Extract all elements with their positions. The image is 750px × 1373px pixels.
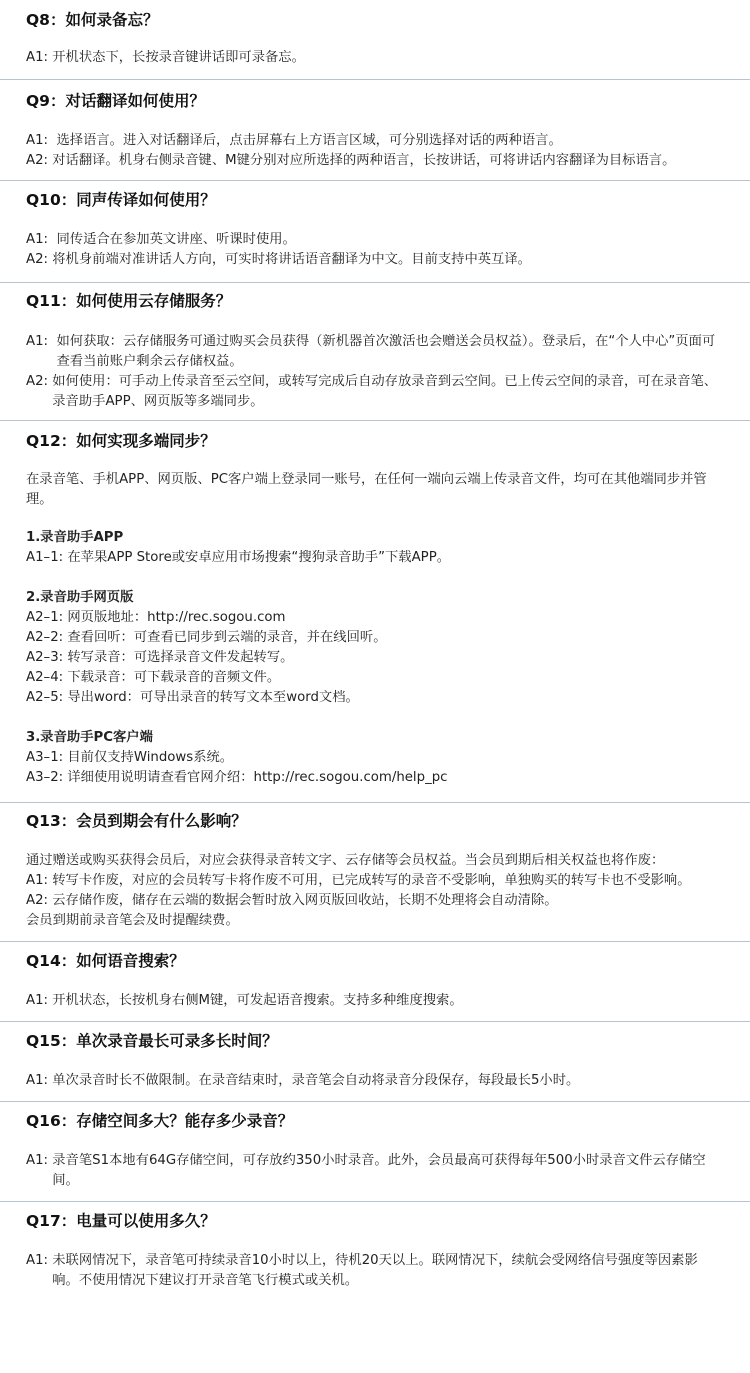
answer-text: 未联网情况下，录音笔可持续录音10小时以上，待机20天以上。联网情况下，续航会受网络信号强度等因素影响。不使用情况下建议打开录音笔飞行模式或关机。 — [52, 1253, 698, 1288]
answer-tag: A2: — [26, 252, 53, 267]
question-title: Q13：会员到期会有什么影响？ — [26, 812, 247, 830]
answer-line: A2: 云存储作废，储存在云端的数据会暂时放入网页版回收站，长期不处理将会自动清除。 — [26, 893, 558, 908]
answer-item — [26, 230, 724, 250]
faq-section-q9 — [26, 81, 724, 171]
group-heading: 1.录音助手APP — [26, 530, 124, 545]
answer-text: 单次录音时长不做限制。在录音结束时，录音笔会自动将录音分段保存，每段最长5小时。 — [52, 1073, 580, 1088]
answer-body — [26, 1251, 724, 1291]
answer-item — [26, 332, 724, 372]
answer-tag: A1: — [26, 1253, 53, 1268]
faq-section-q13 — [26, 801, 724, 931]
answer-tag: A2: — [26, 153, 53, 168]
answer-body — [26, 131, 724, 171]
answer-item — [26, 372, 724, 412]
group-line: A2–5: 导出word：可导出录音的转写文本至word文档。 — [26, 690, 359, 705]
answer-text: 选择语言。进入对话翻译后，点击屏幕右上方语言区域，可分别选择对话的两种语言。 — [56, 133, 562, 148]
answer-text: 如何使用：可手动上传录音至云空间，或转写完成后自动存放录音到云空间。已上传云空间的录音，可在录音笔、录音助手APP、网页版等多端同步。 — [52, 374, 718, 409]
answer-item — [26, 131, 724, 151]
answer-body — [26, 230, 724, 270]
answer-line: 通过赠送或购买获得会员后，对应会获得录音转文字、云存储等会员权益。当会员到期后相关权益也将作废： — [26, 853, 665, 868]
answer-tag: A1: — [26, 133, 57, 148]
answer-text: 开机状态下，长按录音键讲话即可录备忘。 — [52, 50, 305, 65]
section-divider — [0, 79, 750, 80]
answer-body — [26, 48, 724, 68]
question-title: Q15：单次录音最长可录多长时间？ — [26, 1032, 278, 1050]
answer-line: A1: 转写卡作废，对应的会员转写卡将作废不可用，已完成转写的录音不受影响，单独购买的转写卡也不受影响。 — [26, 873, 691, 888]
answer-tag: A1: — [26, 993, 53, 1008]
faq-section-q14 — [26, 941, 724, 1011]
answer-item — [26, 250, 724, 270]
answer-tag: A1: — [26, 334, 57, 349]
faq-section-q16 — [26, 1101, 724, 1191]
answer-body — [26, 991, 724, 1011]
answer-item — [26, 48, 724, 68]
group-line: A1–1: 在苹果APP Store或安卓应用市场搜索“搜狗录音助手”下载APP。 — [26, 550, 451, 565]
answer-tag: A1: — [26, 1073, 53, 1088]
answer-item — [26, 1071, 724, 1091]
group-line: A2–3: 转写录音：可选择录音文件发起转写。 — [26, 650, 294, 665]
answer-item — [26, 991, 724, 1011]
faq-section-q15 — [26, 1021, 724, 1091]
answer-text: 开机状态，长按机身右侧M键，可发起语音搜索。支持多种维度搜索。 — [52, 993, 463, 1008]
answer-item — [26, 1151, 724, 1191]
faq-section-q8 — [26, 0, 724, 68]
answer-text: 如何获取：云存储服务可通过购买会员获得（新机器首次激活也会赠送会员权益）。登录后，在“个人中心”页面可查看当前账户剩余云存储权益。 — [56, 334, 716, 369]
question-title: Q10：同声传译如何使用？ — [26, 191, 216, 209]
answer-item — [26, 1251, 724, 1291]
group-heading: 2.录音助手网页版 — [26, 590, 134, 605]
group-line: A2–2: 查看回听：可查看已同步到云端的录音，并在线回听。 — [26, 630, 387, 645]
faq-section-q17 — [26, 1201, 724, 1291]
question-title: Q14：如何语音搜索？ — [26, 952, 185, 970]
answer-line: 会员到期前录音笔会及时提醒续费。 — [26, 913, 239, 928]
answer-body — [26, 1071, 724, 1091]
group-line: A2–4: 下载录音：可下载录音的音频文件。 — [26, 670, 281, 685]
answer-text: 对话翻译。机身右侧录音键、M键分别对应所选择的两种语言，长按讲话，可将讲话内容翻译为目标语言。 — [52, 153, 676, 168]
faq-section-q10 — [26, 180, 724, 270]
group-line: A3–2: 详细使用说明请查看官网介绍：http://rec.sogou.com/help_pc — [26, 770, 448, 785]
answer-tag: A1: — [26, 232, 57, 247]
answer-tag: A1: — [26, 1153, 53, 1168]
group-line: A2–1: 网页版地址：http://rec.sogou.com — [26, 610, 286, 625]
question-title: Q16：存储空间多大？能存多少录音？ — [26, 1112, 294, 1130]
answer-text: 录音笔S1本地有64G存储空间，可存放约350小时录音。此外，会员最高可获得每年500小时录音文件云存储空间。 — [52, 1153, 706, 1188]
question-title: Q8：如何录备忘？ — [26, 11, 159, 29]
faq-section-q12 — [26, 421, 724, 788]
answer-text: 将机身前端对准讲话人方向，可实时将讲话语音翻译为中文。目前支持中英互译。 — [52, 252, 531, 267]
answer-tag: A1: — [26, 50, 53, 65]
answer-body — [26, 470, 724, 788]
group-line: A3–1: 目前仅支持Windows系统。 — [26, 750, 234, 765]
group-heading: 3.录音助手PC客户端 — [26, 730, 153, 745]
answer-body — [26, 332, 724, 412]
question-title: Q11：如何使用云存储服务？ — [26, 292, 232, 310]
question-title: Q12：如何实现多端同步？ — [26, 432, 216, 450]
answer-tag: A2: — [26, 374, 53, 389]
question-title: Q17：电量可以使用多久？ — [26, 1212, 216, 1230]
faq-section-q11 — [26, 281, 724, 412]
answer-item — [26, 151, 724, 171]
answer-body — [26, 1151, 724, 1191]
intro-paragraph: 在录音笔、手机APP、网页版、PC客户端上登录同一账号，在任何一端向云端上传录音文件，均可在其他端同步并管理。 — [26, 472, 707, 507]
answer-text: 同传适合在参加英文讲座、听课时使用。 — [56, 232, 296, 247]
answer-body — [26, 851, 724, 931]
question-title: Q9：对话翻译如何使用？ — [26, 92, 205, 110]
